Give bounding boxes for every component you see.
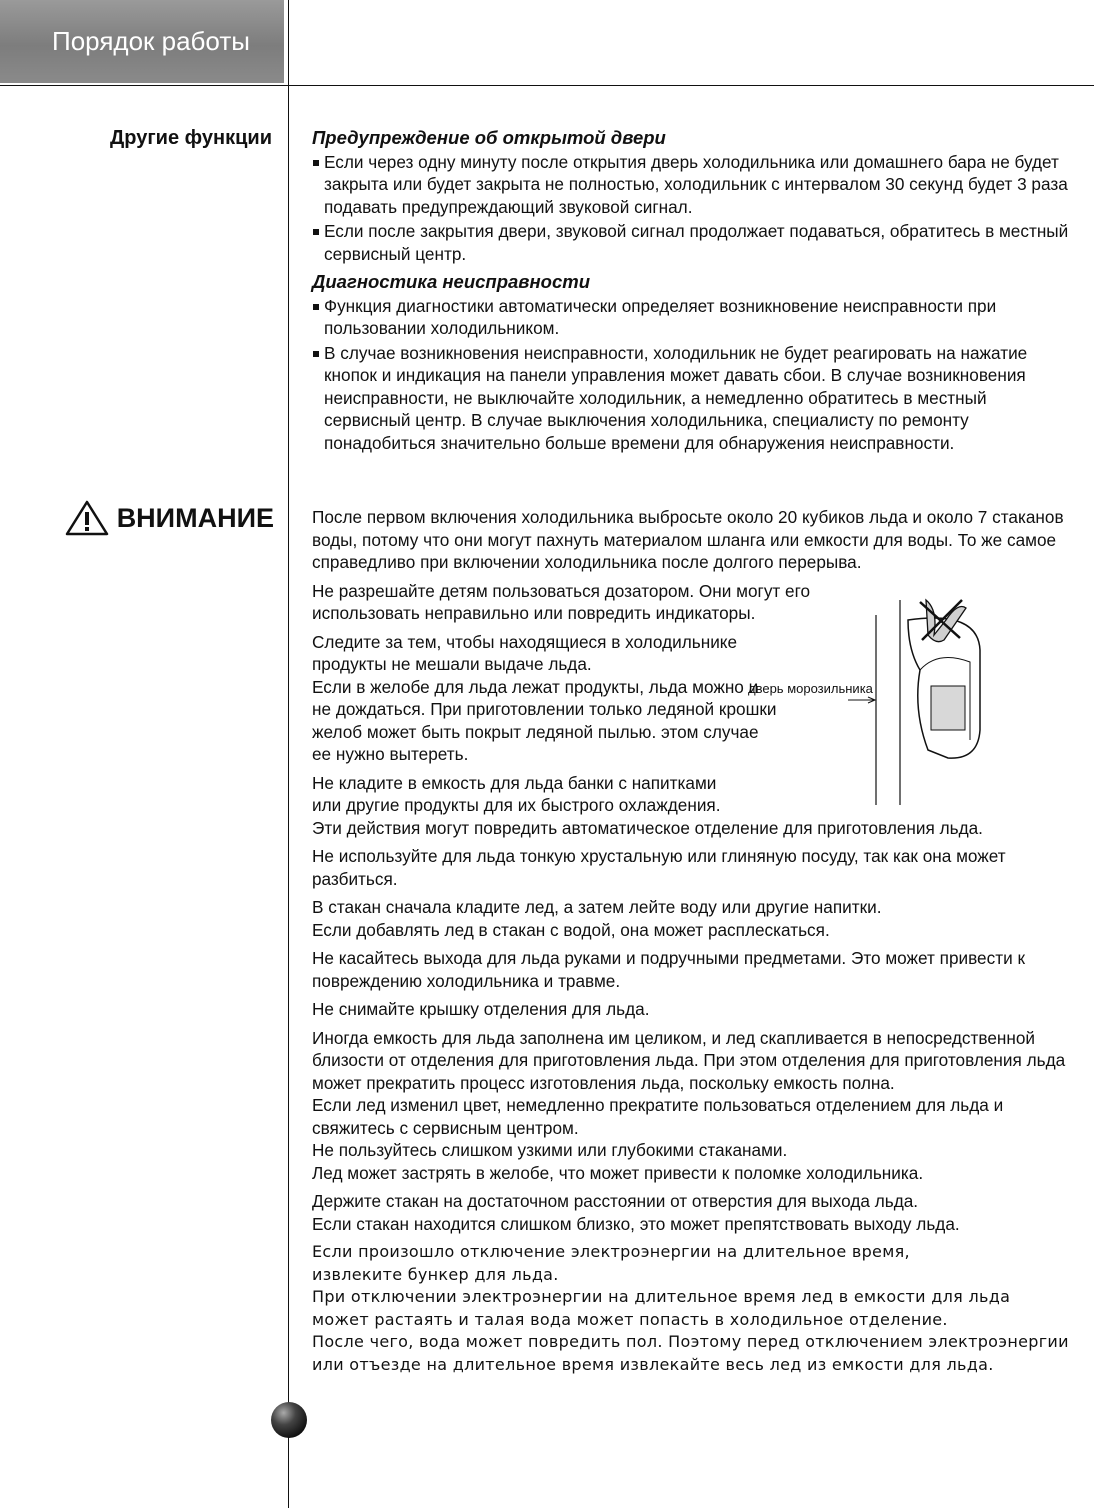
caution-label: ВНИМАНИЕ: [116, 502, 274, 533]
list-item: В случае возникновения неисправности, холодильник не будет реагировать на нажатие кнопок и индикация на панели управления может давать сбои. В случае возникновения неисправности, не выключайте холодильник, а немедленно обратитесь в местный сервисный центр. В случае выключения холодильника, специалисту по ремонту понадобиться значительно больше времени для обнаружения неисправности.: [312, 342, 1072, 455]
caution-text: После чего, вода может повредить пол. Поэтому перед отключением электроэнергии или отъезде на длительное время извлекайте весь лед из емкости для льда.: [312, 1332, 1069, 1374]
freezer-door-drawing: [748, 590, 998, 810]
caution-heading: [65, 500, 274, 536]
caution-text: Не касайтесь выхода для льда руками и подручными предметами. Это может привести к повреждению холодильника и травме.: [312, 948, 1025, 991]
caution-text: Если лед изменил цвет, немедленно прекратите пользоваться отделением для льда и свяжитесь с сервисным центром.: [312, 1095, 1004, 1138]
caution-text: Если произошло отключение электроэнергии на длительное время, извлеките бункер для льда.: [312, 1242, 910, 1284]
warning-icon: [65, 500, 109, 536]
caution-text: Иногда емкость для льда заполнена им целиком, и лед скапливается в непосредственной близости от отделения для приготовления льда. При этом отделения для приготовления льда может прекратить процесс изготовления льда, поскольку емкость полна.: [312, 1027, 1066, 1093]
caution-text: Если в желобе для льда лежат продукты, льда можно и не дождаться. При приготовлении только ледяной крошки желоб может быть покрыт ледяной пылью. этом случае ее нужно вытереть.: [312, 676, 777, 764]
header-divider: [0, 85, 1094, 86]
page-marker: [271, 1402, 307, 1438]
list-item: Если через одну минуту после открытия дверь холодильника или домашнего бара не будет закрыта или будет закрыта не полностью, холодильник с интервалом 30 секунд будет 3 раза подавать предупреждающий звуковой сигнал.: [312, 151, 1072, 219]
door-alarm-title: Предупреждение об открытой двери: [312, 127, 666, 148]
freezer-door-label: дверь морозильника: [748, 681, 873, 696]
caution-text: Следите за тем, чтобы находящиеся в холодильнике продукты не мешали выдаче льда.: [312, 631, 738, 674]
caution-text: Если добавлять лед в стакан с водой, она может расплескаться.: [312, 919, 830, 940]
caution-text: Не кладите в емкость для льда банки с напитками или другие продукты для их быстрого охлаждения.: [312, 772, 721, 815]
caution-text: После первом включения холодильника выбросьте около 20 кубиков льда и около 7 стаканов воды, потому что они могут пахнуть материалом шланга или емкости для воды. То же самое справедливо при включении холодильника после долгого перерыва.: [312, 507, 1064, 572]
list-item: Если после закрытия двери, звуковой сигнал продолжает подаваться, обратитесь в местный сервисный центр.: [312, 220, 1072, 265]
caution-text: В стакан сначала кладите лед, а затем лейте воду или другие напитки.: [312, 897, 882, 917]
caution-text: Лед может застрять в желобе, что может привести к поломке холодильника.: [312, 1162, 924, 1183]
caution-text: Если стакан находится слишком близко, это может препятствовать выходу льда.: [312, 1213, 960, 1234]
column-divider: [288, 0, 289, 1508]
caution-text: Эти действия могут повредить автоматическое отделение для приготовления льда.: [312, 817, 983, 838]
caution-text: Не пользуйтесь слишком узкими или глубокими стаканами.: [312, 1140, 788, 1160]
door-alarm-section: [312, 127, 1072, 456]
other-functions-label: Другие функции: [110, 127, 272, 149]
caution-text: Не снимайте крышку отделения для льда.: [312, 999, 650, 1019]
list-item: Функция диагностики автоматически определяет возникновение неисправности при пользовании холодильником.: [312, 295, 1072, 340]
caution-text: Не используйте для льда тонкую хрустальную или глиняную посуду, так как она может разбиться.: [312, 846, 1006, 889]
page-section-title: Порядок работы: [0, 0, 284, 83]
dispenser-illustration: [748, 590, 998, 810]
caution-text: При отключении электроэнергии на длительное время лед в емкости для льда может растаять и талая вода может попасть в холодильное отделение.: [312, 1287, 1011, 1329]
diagnostics-title: Диагностика неисправности: [312, 271, 590, 292]
caution-text: Не разрешайте детям пользоваться дозатором. Они могут его использовать неправильно или повредить индикаторы.: [312, 580, 811, 623]
caution-text: Держите стакан на достаточном расстоянии от отверстия для выхода льда.: [312, 1191, 919, 1211]
